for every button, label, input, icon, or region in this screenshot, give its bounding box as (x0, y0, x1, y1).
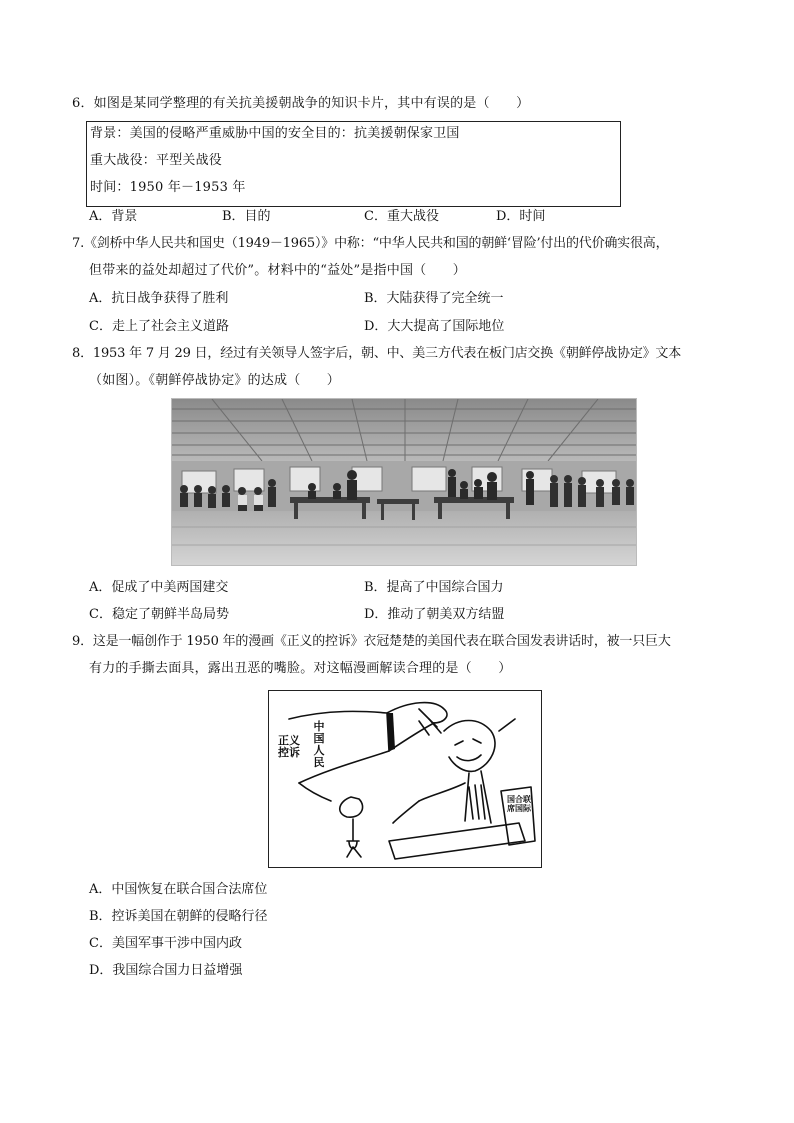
q9-option-a[interactable]: A．中国恢复在联合国合法席位 (89, 882, 268, 897)
q8-option-b[interactable]: B．提高了中国综合国力 (364, 580, 504, 595)
q7-stem-line1: 7.《剑桥中华人民共和国史（1949－1965）》中称：“中华人民共和国的朝鲜‘冒险’付出的代价确实很高， (72, 236, 669, 251)
q9-option-c[interactable]: C．美国军事干涉中国内政 (89, 936, 242, 951)
q6-option-d[interactable]: D．时间 (496, 209, 546, 224)
armistice-photo (171, 398, 637, 566)
cartoon-sleeve-text: 中国人民 (313, 720, 325, 769)
q6-option-b[interactable]: B．目的 (222, 209, 271, 224)
card-line-battle: 重大战役：平型关战役 (90, 153, 223, 168)
knowledge-card (86, 121, 621, 207)
card-line-background: 背景：美国的侵略严重威胁中国的安全目的：抗美援朝保家卫国 (90, 126, 460, 141)
q8-stem-line2: （如图）。《朝鲜停战协定》的达成（ ） (89, 373, 341, 388)
q8-stem-line1: 8．1953 年 7 月 29 日，经过有关领导人签字后，朝、中、美三方代表在板门店交换《朝鲜停战协定》文本 (72, 346, 682, 361)
q6-option-c[interactable]: C．重大战役 (364, 209, 439, 224)
cartoon-side-text: 正义控诉 (278, 734, 300, 759)
q9-option-d[interactable]: D．我国综合国力日益增强 (89, 963, 243, 978)
q9-stem-line2: 有力的手撕去面具，露出丑恶的嘴脸。对这幅漫画解读合理的是（ ） (89, 661, 512, 676)
q7-option-b[interactable]: B．大陆获得了完全统一 (364, 291, 504, 306)
q8-option-a[interactable]: A．促成了中美两国建交 (89, 580, 229, 595)
q8-option-c[interactable]: C．稳定了朝鲜半岛局势 (89, 607, 229, 622)
cartoon-paper-text: 国合联席国际 (507, 795, 531, 813)
q7-stem-line2: 但带来的益处却超过了代价”。材料中的“益处”是指中国（ ） (89, 263, 466, 278)
justice-accusation-cartoon (268, 690, 542, 868)
q8-option-d[interactable]: D．推动了朝美双方结盟 (364, 607, 505, 622)
q7-option-d[interactable]: D．大大提高了国际地位 (364, 319, 505, 334)
q6-stem: 6．如图是某同学整理的有关抗美援朝战争的知识卡片，其中有误的是（ ） (72, 96, 530, 111)
card-line-time: 时间：1950 年－1953 年 (90, 180, 246, 195)
q7-option-a[interactable]: A．抗日战争获得了胜利 (89, 291, 229, 306)
q7-option-c[interactable]: C．走上了社会主义道路 (89, 319, 229, 334)
q9-stem-line1: 9．这是一幅创作于 1950 年的漫画《正义的控诉》衣冠楚楚的美国代表在联合国发表讲话时，被一只巨大 (72, 634, 671, 649)
q9-option-b[interactable]: B．控诉美国在朝鲜的侵略行径 (89, 909, 268, 924)
q6-option-a[interactable]: A．背景 (89, 209, 138, 224)
